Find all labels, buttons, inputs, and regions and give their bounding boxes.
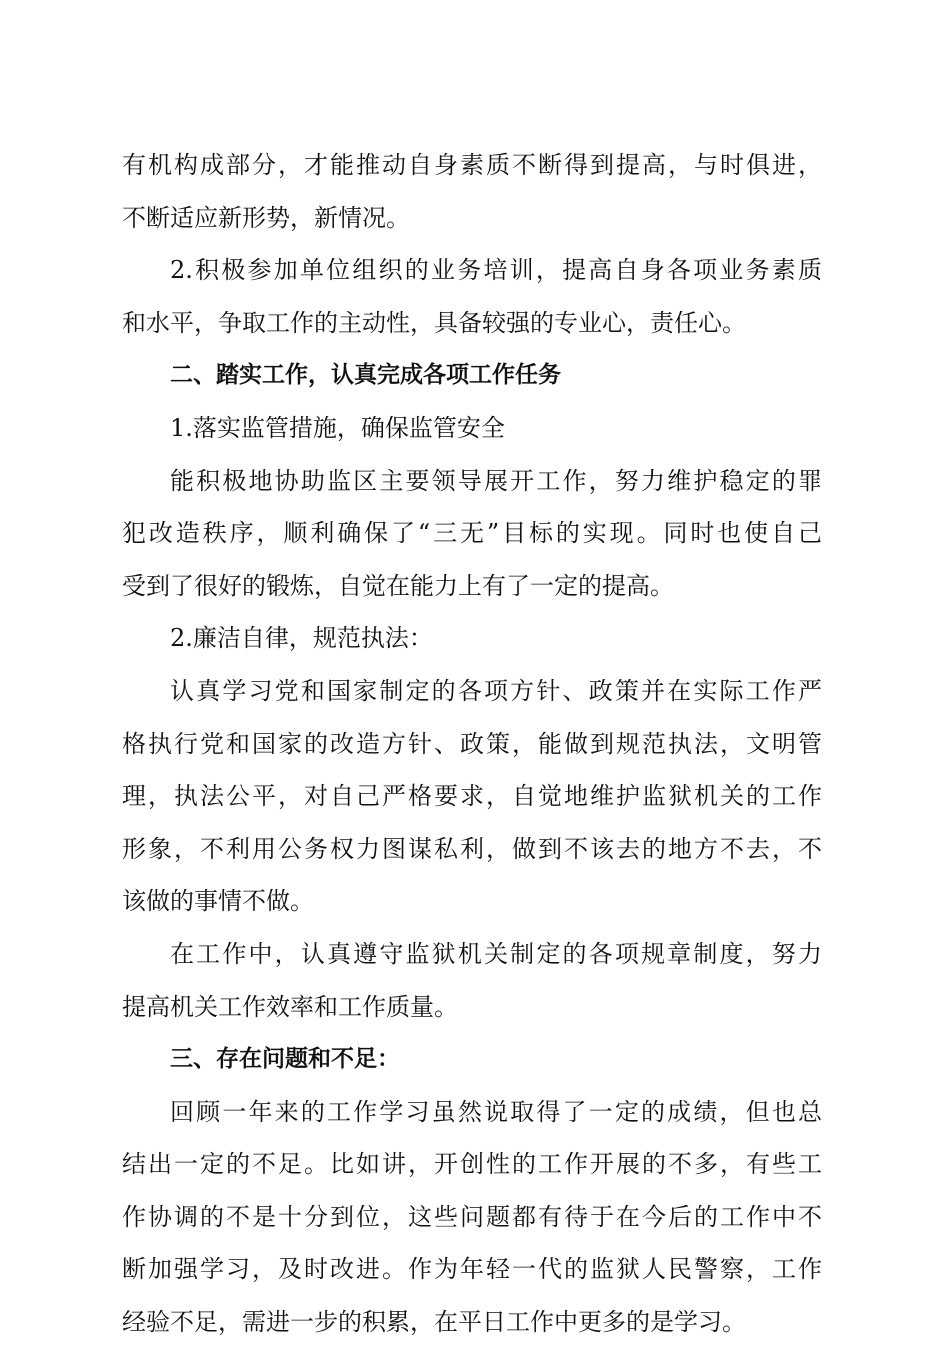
section-heading-2: 二、踏实工作，认真完成各项工作任务 (170, 362, 561, 389)
paragraph-line: 回顾一年来的工作学习虽然说取得了一定的成绩，但也总 (170, 1097, 822, 1126)
paragraph-line: 在工作中，认真遵守监狱机关制定的各项规章制度，努力 (170, 939, 822, 968)
subheading-line: 1.落实监管措施，确保监管安全 (170, 413, 505, 442)
subheading-line: 2.廉洁自律，规范执法： (170, 624, 433, 653)
paragraph-line: 形象，不利用公务权力图谋私利，做到不该去的地方不去，不 (122, 834, 822, 863)
paragraph-line: 受到了很好的锻炼，自觉在能力上有了一定的提高。 (122, 571, 674, 600)
list-item-line: 2.积极参加单位组织的业务培训，提高自身各项业务素质 (170, 256, 822, 285)
paragraph-line: 犯改造秩序，顺利确保了“三无”目标的实现。同时也使自己 (122, 519, 822, 548)
paragraph-line: 和水平，争取工作的主动性，具备较强的专业心，责任心。 (122, 308, 746, 337)
paragraph-line: 作协调的不是十分到位，这些问题都有待于在今后的工作中不 (122, 1202, 822, 1231)
paragraph-line: 经验不足，需进一步的积累，在平日工作中更多的是学习。 (122, 1308, 746, 1337)
paragraph-line: 断加强学习，及时改进。作为年轻一代的监狱人民警察，工作 (122, 1255, 822, 1284)
paragraph-line: 提高机关工作效率和工作质量。 (122, 992, 458, 1021)
paragraph-line: 能积极地协助监区主要领导展开工作，努力维护稳定的罪 (170, 466, 822, 495)
paragraph-line: 理，执法公平，对自己严格要求，自觉地维护监狱机关的工作 (122, 782, 822, 811)
section-heading-3: 三、存在问题和不足： (170, 1046, 400, 1073)
paragraph-line: 该做的事情不做。 (122, 887, 314, 916)
paragraph-line: 结出一定的不足。比如讲，开创性的工作开展的不多，有些工 (122, 1150, 822, 1179)
paragraph-line: 格执行党和国家的改造方针、政策，能做到规范执法，文明管 (122, 729, 822, 758)
paragraph-line: 有机构成部分，才能推动自身素质不断得到提高，与时俱进， (122, 151, 822, 179)
paragraph-line: 认真学习党和国家制定的各项方针、政策并在实际工作严 (170, 676, 822, 705)
document-body (122, 139, 822, 1349)
paragraph-line: 不断适应新形势，新情况。 (122, 203, 410, 232)
